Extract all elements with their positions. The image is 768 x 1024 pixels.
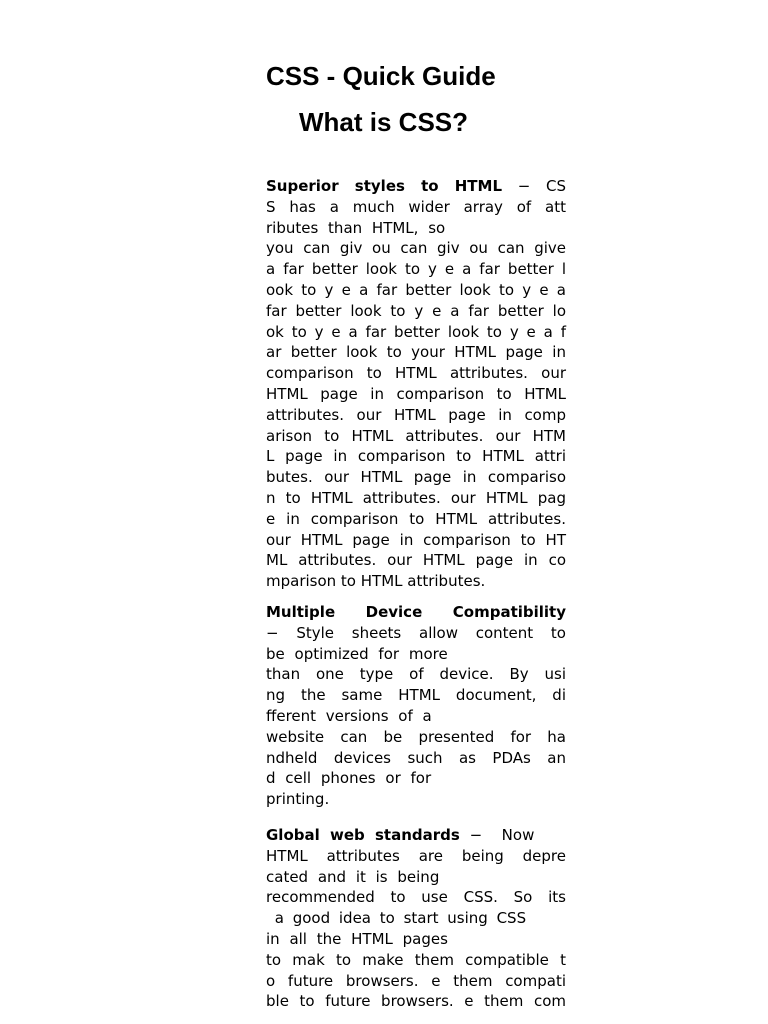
paragraph-line: − Style sheets allow content to — [266, 623, 566, 642]
paragraph-line: ndheld devices such as PDAs an — [266, 748, 566, 767]
paragraph-line: cated and it is being — [266, 867, 440, 886]
paragraph-line: HTML page in comparison to HTML — [266, 384, 566, 403]
paragraph-line: printing. — [266, 790, 330, 809]
paragraph-line: to mak to make them compatible t — [266, 950, 566, 969]
paragraph-line: ML attributes. our HTML page in co — [266, 551, 566, 570]
paragraph-heading: Superior styles to HTML — [266, 177, 502, 195]
paragraph-superior-styles — [266, 176, 566, 592]
paragraph-line: HTML attributes are being depre — [266, 846, 566, 865]
paragraph-line: be optimized for more — [266, 644, 448, 663]
paragraph-line: ng the same HTML document, di — [266, 686, 566, 705]
paragraph-line: ok to y e a far better look to y e a f — [266, 322, 566, 341]
paragraph-multiple-device-compatibility — [266, 602, 566, 810]
paragraph-line: you can giv ou can giv ou can give — [266, 239, 566, 258]
paragraph-line: website can be presented for ha — [266, 727, 566, 746]
document-title: CSS - Quick Guide — [266, 61, 496, 91]
paragraph-heading: Multiple Device Compatibility — [266, 603, 566, 621]
paragraph-line: ble to future browsers. e them com — [266, 992, 566, 1011]
document-subtitle: What is CSS? — [299, 107, 469, 137]
paragraph-line: far better look to y e a far better lo — [266, 301, 566, 320]
paragraph-line: o future browsers. e them compati — [266, 971, 566, 990]
paragraph-line: mparison to HTML attributes. — [266, 572, 486, 591]
paragraph-line: a far better look to y e a far better l — [266, 260, 566, 279]
paragraph-line: recommended to use CSS. So its — [266, 888, 566, 907]
paragraph-line: ook to y e a far better look to y e a — [266, 280, 566, 299]
paragraph-line: than one type of device. By usi — [266, 665, 566, 684]
paragraph-line: d cell phones or for — [266, 769, 432, 788]
paragraph-global-web-standards — [266, 825, 566, 1012]
paragraph-line: butes. our HTML page in compariso — [266, 468, 566, 487]
paragraph-line: n to HTML attributes. our HTML pag — [266, 488, 566, 507]
paragraph-line: L page in comparison to HTML attri — [266, 447, 566, 466]
paragraph-line: in all the HTML pages — [266, 929, 448, 948]
paragraph-line: our HTML page in comparison to HT — [266, 530, 566, 549]
paragraph-line: a good idea to start using CSS — [266, 909, 527, 928]
paragraph-line: e in comparison to HTML attributes. — [266, 509, 566, 528]
paragraph-line: ributes than HTML, so — [266, 218, 446, 237]
paragraph-line: Global web standards − Now — [266, 826, 535, 844]
paragraph-line: ar better look to your HTML page in — [266, 343, 566, 362]
paragraph-line: Superior styles to HTML − CS — [266, 177, 566, 195]
paragraph-line: S has a much wider array of att — [266, 197, 566, 216]
paragraph-line — [266, 602, 566, 623]
paragraph-heading: Global web standards — [266, 826, 460, 844]
paragraph-line: comparison to HTML attributes. our — [266, 364, 566, 383]
paragraph-line: fferent versions of a — [266, 706, 432, 725]
paragraph-line: attributes. our HTML page in comp — [266, 405, 566, 424]
paragraph-line: arison to HTML attributes. our HTM — [266, 426, 566, 445]
